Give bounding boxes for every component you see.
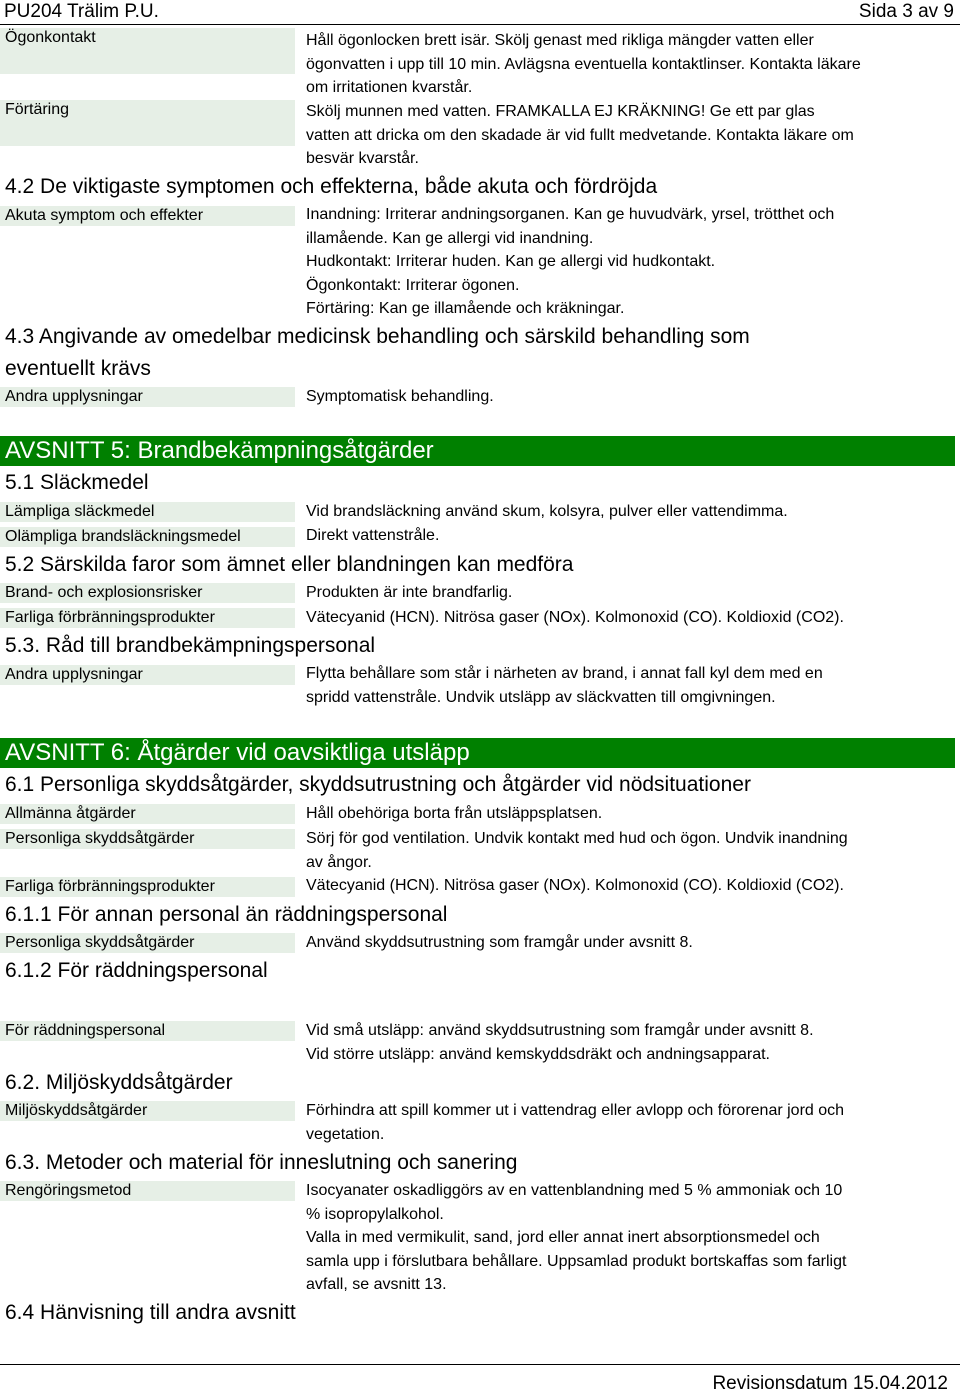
heading-4-3 xyxy=(5,321,925,385)
text-line: spridd vattenstråle. Undvik utsläpp av släckvatten till omgivningen. xyxy=(306,688,776,706)
text-line: Flytta behållare som står i närheten av brand, i annat fall kyl dem med en xyxy=(306,665,823,682)
value-emergency-responders xyxy=(306,1019,906,1066)
text-line: Sörj för god ventilation. Undvik kontakt med hud och ögon. Undvik inandning xyxy=(306,830,848,847)
heading-6-1-2: 6.1.2 För räddningspersonal xyxy=(5,959,268,982)
text-line: vegetation. xyxy=(306,1125,385,1143)
value-suitable-media: Vid brandsläckning använd skum, kolsyra, pulver eller vattendimma. xyxy=(306,503,788,520)
text-line: Skölj munnen med vatten. FRAMKALLA EJ KRÄKNING! Ge ett par glas xyxy=(306,103,815,120)
label-firefighter-advice: Andra upplysningar xyxy=(0,665,295,685)
value-combustion-products: Vätecyanid (HCN). Nitrösa gaser (NOx). Kolmonoxid (CO). Koldioxid (CO2). xyxy=(306,609,844,626)
text-line: om irritationen kvarstår. xyxy=(306,79,473,96)
value-fire-risks: Produkten är inte brandfarlig. xyxy=(306,584,513,601)
text-line: Ögonkontakt: Irriterar ögonen. xyxy=(306,276,520,294)
heading-6-2: 6.2. Miljöskyddsåtgärder xyxy=(5,1071,233,1094)
revision-date: Revisionsdatum 15.04.2012 xyxy=(712,1373,948,1394)
text-line: Håll ögonlocken brett isär. Skölj genast med rikliga mängder vatten eller xyxy=(306,32,814,49)
text-line: Vid större utsläpp: använd kemskyddsdräkt och andningsapparat. xyxy=(306,1045,770,1063)
footer-divider xyxy=(0,1364,960,1365)
label-suitable-media: Lämpliga släckmedel xyxy=(0,502,295,522)
value-environmental-precautions xyxy=(306,1099,906,1146)
text-line: besvär kvarstår. xyxy=(306,150,419,167)
label-personal-precautions: Personliga skyddsåtgärder xyxy=(0,829,295,849)
value-acute-symptoms xyxy=(306,203,906,321)
heading-6-3: 6.3. Metoder och material för inneslutning och sanering xyxy=(5,1151,518,1174)
heading-4-2: 4.2 De viktigaste symptomen och effekterna, både akuta och fördröjda xyxy=(5,175,658,198)
label-fire-risks: Brand- och explosionsrisker xyxy=(0,583,295,603)
text-line: illamående. Kan ge allergi vid inandning. xyxy=(306,229,594,247)
text-line: Vid små utsläpp: använd skyddsutrustning som framgår under avsnitt 8. xyxy=(306,1022,814,1039)
label-emergency-responders: För räddningspersonal xyxy=(0,1021,295,1041)
value-cleaning-method xyxy=(306,1179,906,1297)
text-line: Hudkontakt: Irriterar huden. Kan ge allergi vid hudkontakt. xyxy=(306,253,716,270)
text-line: Isocyanater oskadliggörs av en vattenblandning med 5 % ammoniak och 10 xyxy=(306,1182,843,1199)
heading-5-1: 5.1 Släckmedel xyxy=(5,471,149,494)
section-5-header: AVSNITT 5: Brandbekämpningsåtgärder xyxy=(0,436,955,466)
value-combustion-products-6 xyxy=(306,874,906,898)
value-ingestion xyxy=(306,100,906,171)
heading-5-2: 5.2 Särskilda faror som ämnet eller blandningen kan medföra xyxy=(5,553,574,576)
label-other-info: Andra upplysningar xyxy=(0,387,295,407)
text-line: samla upp i förslutbara behållare. Uppsamlad produkt bortskaffas som farligt xyxy=(306,1252,847,1270)
label-eye-contact: Ögonkontakt xyxy=(0,28,295,74)
value-general-measures xyxy=(306,802,906,826)
value-other-info: Symptomatisk behandling. xyxy=(306,388,494,405)
section-6-header: AVSNITT 6: Åtgärder vid oavsiktliga utsläpp xyxy=(0,738,955,768)
text-line: Förtäring: Kan ge illamående och kräkningar. xyxy=(306,300,625,317)
text-line: avfall, se avsnitt 13. xyxy=(306,1276,447,1293)
label-combustion-products-6: Farliga förbränningsprodukter xyxy=(0,877,295,897)
value-unsuitable-media: Direkt vattenstråle. xyxy=(306,527,440,544)
label-unsuitable-media: Olämpliga brandsläckningsmedel xyxy=(0,527,295,547)
text-line: Håll obehöriga borta från utsläppsplatsen. xyxy=(306,805,603,822)
value-personal-precautions xyxy=(306,827,906,874)
label-ingestion: Förtäring xyxy=(0,100,295,146)
label-environmental-precautions: Miljöskyddsåtgärder xyxy=(0,1101,295,1121)
text-line: Inandning: Irriterar andningsorganen. Kan ge huvudvärk, yrsel, trötthet och xyxy=(306,206,835,223)
text-line: vatten att dricka om den skadade är vid fullt medvetande. Kontakta läkare om xyxy=(306,126,854,144)
heading-line: eventuellt krävs xyxy=(5,357,151,380)
label-cleaning-method: Rengöringsmetod xyxy=(0,1181,295,1201)
value-firefighter-advice xyxy=(306,662,906,709)
text-line: av ångor. xyxy=(306,853,372,871)
page-number: Sida 3 av 9 xyxy=(858,1,954,22)
heading-line: 4.3 Angivande av omedelbar medicinsk behandling och särskild behandling som xyxy=(5,325,750,348)
label-acute-symptoms: Akuta symptom och effekter xyxy=(0,206,295,226)
heading-6-1-1: 6.1.1 För annan personal än räddningspersonal xyxy=(5,903,448,926)
label-combustion-products: Farliga förbränningsprodukter xyxy=(0,608,295,628)
document-title: PU204 Trälim P.U. xyxy=(4,1,159,22)
value-personal-precautions-other: Använd skyddsutrustning som framgår under avsnitt 8. xyxy=(306,934,693,951)
text-line: ögonvatten i upp till 10 min. Avlägsna eventuella kontaktlinser. Kontakta läkare xyxy=(306,55,861,73)
heading-5-3: 5.3. Råd till brandbekämpningspersonal xyxy=(5,634,376,657)
text-line: Förhindra att spill kommer ut i vattendrag eller avlopp och förorenar jord och xyxy=(306,1102,845,1119)
header-divider xyxy=(0,24,960,25)
text-line: Valla in med vermikulit, sand, jord eller annat inert absorptionsmedel och xyxy=(306,1229,820,1246)
label-personal-precautions-other: Personliga skyddsåtgärder xyxy=(0,933,295,953)
text-line: Vätecyanid (HCN). Nitrösa gaser (NOx). Kolmonoxid (CO). Koldioxid (CO2). xyxy=(306,877,844,894)
heading-6-4: 6.4 Hänvisning till andra avsnitt xyxy=(5,1301,296,1324)
value-eye-contact xyxy=(306,29,906,100)
text-line: % isopropylalkohol. xyxy=(306,1205,444,1223)
label-general-measures: Allmänna åtgärder xyxy=(0,804,295,824)
heading-6-1: 6.1 Personliga skyddsåtgärder, skyddsutrustning och åtgärder vid nödsituationer xyxy=(5,773,751,796)
